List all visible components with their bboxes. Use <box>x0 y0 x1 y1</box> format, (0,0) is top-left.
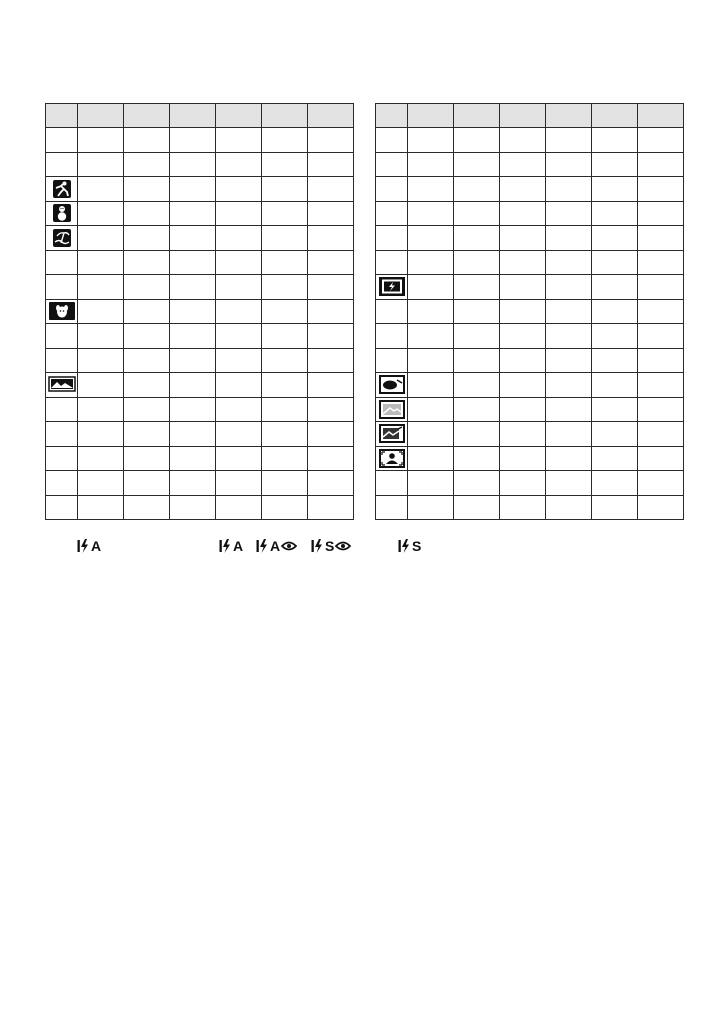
table-cell <box>262 422 308 447</box>
table-cell <box>78 299 124 324</box>
table-cell <box>170 471 216 496</box>
table-row <box>46 471 354 496</box>
scene-icon-cell <box>376 201 408 226</box>
table-cell <box>170 299 216 324</box>
table-cell <box>454 275 500 300</box>
table-cell <box>216 348 262 373</box>
table-cell <box>170 397 216 422</box>
table-cell <box>308 299 354 324</box>
table-cell <box>308 348 354 373</box>
table-cell <box>308 201 354 226</box>
table-row <box>376 373 684 398</box>
table-cell <box>500 152 546 177</box>
table-cell <box>592 324 638 349</box>
table-cell <box>308 324 354 349</box>
table-row <box>46 348 354 373</box>
flash-legend <box>45 536 685 560</box>
header-cell <box>500 104 546 128</box>
table-row <box>376 495 684 520</box>
table-cell <box>638 397 684 422</box>
table-cell <box>546 152 592 177</box>
table-cell <box>592 446 638 471</box>
table-cell <box>546 471 592 496</box>
table-cell <box>262 495 308 520</box>
table-row <box>46 422 354 447</box>
table-row <box>376 128 684 153</box>
table-row <box>376 348 684 373</box>
table-row <box>376 446 684 471</box>
table-cell <box>454 373 500 398</box>
table-cell <box>638 348 684 373</box>
table-cell <box>408 446 454 471</box>
table-cell <box>408 348 454 373</box>
table-cell <box>216 152 262 177</box>
table-cell <box>638 324 684 349</box>
table-cell <box>170 422 216 447</box>
table-row <box>376 250 684 275</box>
table-row <box>376 422 684 447</box>
table-cell <box>124 471 170 496</box>
scene-icon-cell <box>46 397 78 422</box>
table-cell <box>216 299 262 324</box>
table-cell <box>500 348 546 373</box>
table-cell <box>216 324 262 349</box>
table-cell <box>546 128 592 153</box>
table-cell <box>124 495 170 520</box>
table-cell <box>308 128 354 153</box>
scene-icon-cell <box>376 446 408 471</box>
table-cell <box>170 128 216 153</box>
table-cell <box>638 373 684 398</box>
table-cell <box>500 471 546 496</box>
table-cell <box>638 495 684 520</box>
table-cell <box>546 275 592 300</box>
table-cell <box>592 495 638 520</box>
table-cell <box>546 446 592 471</box>
scene-icon-cell <box>376 495 408 520</box>
table-cell <box>216 250 262 275</box>
table-cell <box>592 373 638 398</box>
table-cell <box>500 422 546 447</box>
table-cell <box>78 397 124 422</box>
flash-auto-redeye-icon <box>256 538 297 554</box>
table-cell <box>546 422 592 447</box>
table-cell <box>546 177 592 202</box>
table-cell <box>78 177 124 202</box>
table-cell <box>308 226 354 251</box>
table-cell <box>216 373 262 398</box>
table-cell <box>308 471 354 496</box>
table-cell <box>262 250 308 275</box>
table-cell <box>170 348 216 373</box>
table-cell <box>124 128 170 153</box>
table-cell <box>454 324 500 349</box>
table-cell <box>308 250 354 275</box>
table-cell <box>262 446 308 471</box>
table-row <box>46 324 354 349</box>
scene-icon-cell <box>376 128 408 153</box>
table-cell <box>638 275 684 300</box>
table-cell <box>78 226 124 251</box>
table-cell <box>170 226 216 251</box>
table-cell <box>408 495 454 520</box>
table-cell <box>638 471 684 496</box>
header-cell <box>46 104 78 128</box>
table-cell <box>500 275 546 300</box>
header-cell <box>408 104 454 128</box>
table-cell <box>408 299 454 324</box>
scene-table-left <box>45 103 354 520</box>
table-cell <box>592 348 638 373</box>
table-row <box>46 250 354 275</box>
table-cell <box>500 250 546 275</box>
red-eye-icon <box>335 540 351 552</box>
table-row <box>46 373 354 398</box>
table-cell <box>170 201 216 226</box>
scene-icon-cell <box>376 177 408 202</box>
table-cell <box>546 373 592 398</box>
header-cell <box>170 104 216 128</box>
scene-table-right <box>375 103 684 520</box>
table-cell <box>308 397 354 422</box>
table-cell <box>124 373 170 398</box>
table-cell <box>500 201 546 226</box>
table-row <box>376 275 684 300</box>
table-cell <box>78 152 124 177</box>
table-cell <box>500 177 546 202</box>
table-cell <box>592 177 638 202</box>
table-cell <box>638 446 684 471</box>
header-cell <box>262 104 308 128</box>
table-row <box>376 177 684 202</box>
flash-auto-icon <box>219 538 243 554</box>
scene-icon-cell <box>376 397 408 422</box>
table-cell <box>78 275 124 300</box>
table-cell <box>454 201 500 226</box>
header-row <box>376 104 684 128</box>
table-cell <box>408 324 454 349</box>
scene-icon-cell <box>376 471 408 496</box>
table-cell <box>454 471 500 496</box>
table-cell <box>262 471 308 496</box>
header-cell <box>216 104 262 128</box>
table-cell <box>124 201 170 226</box>
table-cell <box>454 152 500 177</box>
table-cell <box>638 128 684 153</box>
scene-icon-cell <box>46 128 78 153</box>
table-cell <box>124 324 170 349</box>
table-cell <box>124 250 170 275</box>
header-cell <box>454 104 500 128</box>
table-cell <box>454 348 500 373</box>
table-cell <box>592 299 638 324</box>
flash-mode-letter: A <box>91 538 102 554</box>
scene-icon-cell <box>46 446 78 471</box>
table-cell <box>308 373 354 398</box>
table-cell <box>262 201 308 226</box>
table-cell <box>408 373 454 398</box>
table-cell <box>216 177 262 202</box>
scene-icon-cell <box>46 201 78 226</box>
table-cell <box>216 275 262 300</box>
pin-hole-icon <box>378 399 406 420</box>
table-cell <box>262 324 308 349</box>
table-cell <box>500 446 546 471</box>
table-cell <box>592 471 638 496</box>
table-cell <box>408 226 454 251</box>
table-cell <box>546 226 592 251</box>
table-cell <box>546 201 592 226</box>
scene-icon-cell <box>46 275 78 300</box>
table-cell <box>308 152 354 177</box>
table-cell <box>124 275 170 300</box>
table-cell <box>170 495 216 520</box>
table-row <box>376 226 684 251</box>
table-cell <box>546 324 592 349</box>
header-cell <box>638 104 684 128</box>
table-cell <box>170 373 216 398</box>
table-cell <box>216 471 262 496</box>
flash-mode-letter: S <box>325 538 335 554</box>
table-cell <box>454 226 500 251</box>
table-cell <box>78 495 124 520</box>
table-cell <box>500 373 546 398</box>
table-cell <box>308 177 354 202</box>
table-row <box>376 397 684 422</box>
table-row <box>46 152 354 177</box>
table-cell <box>500 495 546 520</box>
table-cell <box>262 226 308 251</box>
table-cell <box>78 201 124 226</box>
table-cell <box>408 177 454 202</box>
scene-icon-cell <box>46 324 78 349</box>
table-cell <box>592 201 638 226</box>
table-cell <box>216 495 262 520</box>
table-cell <box>216 128 262 153</box>
snow-icon <box>52 203 72 223</box>
header-cell <box>78 104 124 128</box>
scene-icon-cell <box>46 299 78 324</box>
table-cell <box>308 446 354 471</box>
red-eye-icon <box>281 540 297 552</box>
scene-icon-cell <box>46 373 78 398</box>
table-cell <box>454 446 500 471</box>
table-cell <box>308 422 354 447</box>
table-cell <box>500 324 546 349</box>
table-cell <box>500 128 546 153</box>
table-cell <box>546 397 592 422</box>
table-cell <box>216 397 262 422</box>
table-cell <box>454 495 500 520</box>
table-cell <box>408 471 454 496</box>
table-cell <box>124 177 170 202</box>
table-cell <box>408 422 454 447</box>
table-row <box>46 226 354 251</box>
table-cell <box>170 177 216 202</box>
table-cell <box>124 446 170 471</box>
table-cell <box>78 471 124 496</box>
table-cell <box>592 397 638 422</box>
flash-mode-letter: S <box>412 538 422 554</box>
table-cell <box>638 422 684 447</box>
scene-icon-cell <box>376 348 408 373</box>
table-row <box>46 128 354 153</box>
header-cell <box>376 104 408 128</box>
header-cell <box>308 104 354 128</box>
table-cell <box>262 177 308 202</box>
table-cell <box>262 373 308 398</box>
scene-icon-cell <box>46 226 78 251</box>
table-cell <box>308 275 354 300</box>
high-speed-icon <box>378 374 406 395</box>
table-cell <box>170 324 216 349</box>
header-cell <box>546 104 592 128</box>
table-cell <box>408 152 454 177</box>
scene-icon-cell <box>46 348 78 373</box>
sports-icon <box>52 179 72 199</box>
table-cell <box>308 495 354 520</box>
table-cell <box>78 324 124 349</box>
table-row <box>376 152 684 177</box>
table-cell <box>500 226 546 251</box>
scene-icon-cell <box>376 299 408 324</box>
table-cell <box>262 397 308 422</box>
table-row <box>376 201 684 226</box>
table-cell <box>124 397 170 422</box>
flash-burst-icon <box>378 276 406 297</box>
header-cell <box>124 104 170 128</box>
table-row <box>46 299 354 324</box>
table-cell <box>78 373 124 398</box>
table-cell <box>78 128 124 153</box>
table-cell <box>638 250 684 275</box>
table-cell <box>408 250 454 275</box>
scene-icon-cell <box>376 152 408 177</box>
table-cell <box>454 250 500 275</box>
table-cell <box>124 299 170 324</box>
table-row <box>46 177 354 202</box>
table-cell <box>454 177 500 202</box>
scene-icon-cell <box>46 250 78 275</box>
table-cell <box>638 152 684 177</box>
table-row <box>376 324 684 349</box>
table-row <box>46 201 354 226</box>
table-cell <box>216 422 262 447</box>
table-row <box>46 397 354 422</box>
table-cell <box>408 128 454 153</box>
table-cell <box>262 128 308 153</box>
scene-icon-cell <box>376 324 408 349</box>
table-cell <box>546 299 592 324</box>
table-cell <box>124 348 170 373</box>
table-cell <box>216 446 262 471</box>
table-cell <box>454 397 500 422</box>
table-row <box>46 446 354 471</box>
table-cell <box>546 495 592 520</box>
table-cell <box>638 177 684 202</box>
scene-icon-cell <box>376 250 408 275</box>
table-cell <box>454 128 500 153</box>
pet-icon <box>48 301 76 322</box>
scene-icon-cell <box>376 422 408 447</box>
table-cell <box>592 152 638 177</box>
table-cell <box>454 299 500 324</box>
table-cell <box>500 299 546 324</box>
table-cell <box>124 152 170 177</box>
table-cell <box>592 226 638 251</box>
table-row <box>46 275 354 300</box>
table-cell <box>216 201 262 226</box>
scene-icon-cell <box>46 471 78 496</box>
panorama-icon <box>48 374 76 395</box>
table-cell <box>78 446 124 471</box>
flash-mode-letter: A <box>233 538 244 554</box>
scene-icon-cell <box>376 226 408 251</box>
table-cell <box>170 250 216 275</box>
table-cell <box>124 226 170 251</box>
table-cell <box>408 201 454 226</box>
table-row <box>46 495 354 520</box>
table-cell <box>638 299 684 324</box>
header-row <box>46 104 354 128</box>
beach-icon <box>52 228 72 248</box>
table-cell <box>170 446 216 471</box>
table-row <box>376 471 684 496</box>
table-cell <box>500 397 546 422</box>
table-row <box>376 299 684 324</box>
table-cell <box>124 422 170 447</box>
table-cell <box>216 226 262 251</box>
scene-icon-cell <box>376 275 408 300</box>
table-cell <box>592 250 638 275</box>
table-cell <box>408 275 454 300</box>
table-cell <box>262 152 308 177</box>
header-cell <box>592 104 638 128</box>
table-cell <box>546 250 592 275</box>
flash-slow-redeye-icon <box>311 538 351 554</box>
flash-auto-icon <box>77 538 101 554</box>
table-cell <box>78 422 124 447</box>
table-cell <box>454 422 500 447</box>
scene-icon-cell <box>46 422 78 447</box>
scene-icon-cell <box>46 177 78 202</box>
table-cell <box>546 348 592 373</box>
table-cell <box>592 275 638 300</box>
table-cell <box>170 275 216 300</box>
flash-slow-icon <box>398 538 421 554</box>
photo-frame-icon <box>378 448 406 469</box>
table-cell <box>78 250 124 275</box>
scene-icon-cell <box>46 495 78 520</box>
table-cell <box>78 348 124 373</box>
table-cell <box>638 201 684 226</box>
table-cell <box>638 226 684 251</box>
table-cell <box>262 299 308 324</box>
scene-icon-cell <box>46 152 78 177</box>
table-cell <box>262 275 308 300</box>
table-cell <box>408 397 454 422</box>
table-cell <box>170 152 216 177</box>
scene-icon-cell <box>376 373 408 398</box>
film-grain-icon <box>378 423 406 444</box>
table-cell <box>592 128 638 153</box>
table-cell <box>592 422 638 447</box>
table-cell <box>262 348 308 373</box>
flash-mode-letter: A <box>270 538 281 554</box>
